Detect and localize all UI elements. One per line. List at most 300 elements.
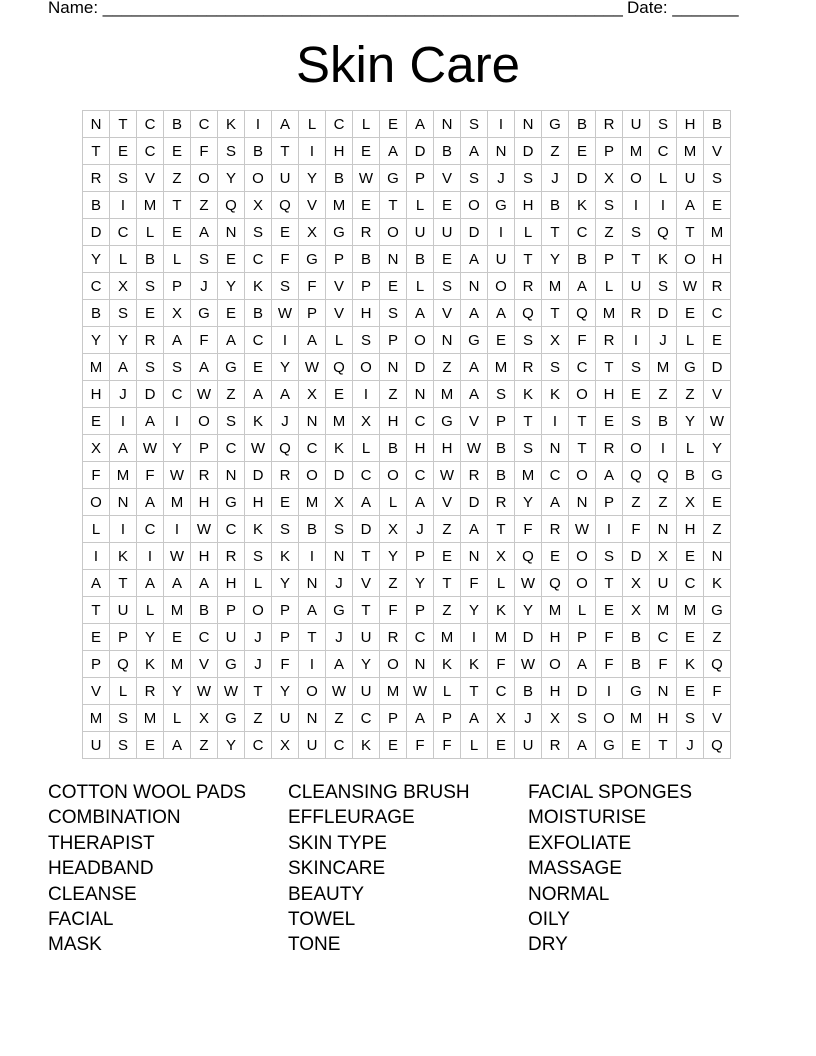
grid-cell: E — [164, 138, 191, 165]
grid-cell: E — [596, 597, 623, 624]
grid-cell: Y — [353, 651, 380, 678]
grid-cell: A — [164, 327, 191, 354]
word-bank-column-3 — [528, 780, 768, 958]
grid-cell: J — [110, 381, 137, 408]
grid-cell: Z — [434, 516, 461, 543]
grid-cell: X — [326, 489, 353, 516]
grid-cell: S — [110, 300, 137, 327]
grid-cell: S — [623, 219, 650, 246]
grid-cell: W — [515, 570, 542, 597]
grid-cell: I — [650, 192, 677, 219]
grid-cell: G — [677, 354, 704, 381]
grid-cell: E — [677, 624, 704, 651]
grid-cell: H — [596, 381, 623, 408]
grid-cell: S — [164, 354, 191, 381]
grid-cell: M — [326, 408, 353, 435]
grid-cell: B — [137, 246, 164, 273]
grid-cell: M — [380, 678, 407, 705]
grid-cell: A — [407, 300, 434, 327]
grid-cell: X — [299, 381, 326, 408]
grid-cell: S — [569, 705, 596, 732]
grid-cell: J — [245, 651, 272, 678]
grid-cell: K — [137, 651, 164, 678]
grid-cell: D — [650, 300, 677, 327]
grid-row — [83, 678, 731, 705]
grid-cell: A — [407, 111, 434, 138]
grid-cell: B — [380, 435, 407, 462]
grid-cell: J — [542, 165, 569, 192]
grid-cell: O — [569, 543, 596, 570]
grid-cell: U — [83, 732, 110, 759]
grid-cell: S — [353, 327, 380, 354]
grid-cell: W — [461, 435, 488, 462]
grid-cell: I — [488, 219, 515, 246]
grid-cell: C — [245, 327, 272, 354]
grid-cell: U — [272, 165, 299, 192]
grid-cell: U — [353, 624, 380, 651]
grid-cell: B — [623, 624, 650, 651]
grid-cell: D — [245, 462, 272, 489]
grid-cell: X — [83, 435, 110, 462]
grid-cell: L — [515, 219, 542, 246]
grid-cell: F — [137, 462, 164, 489]
word-bank-item: CLEANSING BRUSH — [288, 782, 470, 803]
grid-cell: R — [137, 678, 164, 705]
grid-cell: H — [245, 489, 272, 516]
grid-cell: M — [434, 624, 461, 651]
grid-cell: D — [569, 165, 596, 192]
grid-cell: S — [650, 111, 677, 138]
grid-cell: I — [353, 381, 380, 408]
grid-row — [83, 435, 731, 462]
grid-cell: B — [488, 435, 515, 462]
grid-cell: A — [461, 354, 488, 381]
word-bank-item: MASK — [48, 934, 102, 956]
grid-cell: S — [191, 246, 218, 273]
word-bank-item: DRY — [528, 934, 568, 956]
grid-cell: E — [704, 192, 731, 219]
grid-cell: H — [380, 408, 407, 435]
grid-cell: F — [461, 570, 488, 597]
grid-row — [83, 462, 731, 489]
grid-cell: A — [299, 597, 326, 624]
grid-cell: E — [164, 624, 191, 651]
grid-cell: P — [407, 165, 434, 192]
word-bank-item: COMBINATION — [48, 807, 181, 829]
grid-cell: W — [137, 435, 164, 462]
grid-cell: W — [434, 462, 461, 489]
grid-cell: O — [299, 678, 326, 705]
grid-cell: S — [515, 165, 542, 192]
grid-cell: H — [542, 678, 569, 705]
grid-cell: M — [677, 138, 704, 165]
grid-row — [83, 705, 731, 732]
grid-cell: W — [677, 273, 704, 300]
grid-cell: V — [326, 300, 353, 327]
grid-cell: A — [299, 327, 326, 354]
grid-cell: H — [434, 435, 461, 462]
grid-cell: C — [704, 300, 731, 327]
grid-row — [83, 165, 731, 192]
grid-cell: G — [542, 111, 569, 138]
grid-cell: Z — [245, 705, 272, 732]
grid-cell: W — [191, 516, 218, 543]
word-bank-item: FACIAL — [48, 909, 114, 931]
grid-cell: R — [137, 327, 164, 354]
grid-cell: A — [542, 489, 569, 516]
grid-cell: E — [434, 543, 461, 570]
grid-cell: C — [191, 111, 218, 138]
grid-row — [83, 543, 731, 570]
word-bank-item: FACIAL SPONGES — [528, 782, 693, 803]
grid-cell: T — [434, 570, 461, 597]
word-bank-item: SKINCARE — [288, 858, 386, 880]
grid-cell: L — [650, 165, 677, 192]
grid-cell: W — [272, 300, 299, 327]
grid-cell: Z — [380, 381, 407, 408]
grid-cell: M — [137, 705, 164, 732]
grid-cell: C — [326, 111, 353, 138]
grid-cell: P — [380, 327, 407, 354]
grid-cell: B — [245, 300, 272, 327]
word-bank-item: NORMAL — [528, 883, 610, 905]
grid-cell: C — [137, 138, 164, 165]
grid-cell: P — [434, 705, 461, 732]
grid-cell: B — [407, 246, 434, 273]
grid-cell: A — [164, 570, 191, 597]
word-bank-item: TONE — [288, 934, 341, 956]
grid-cell: B — [677, 462, 704, 489]
grid-cell: I — [623, 192, 650, 219]
grid-cell: A — [326, 651, 353, 678]
grid-cell: H — [353, 300, 380, 327]
grid-cell: B — [569, 246, 596, 273]
grid-cell: C — [569, 219, 596, 246]
grid-cell: O — [542, 651, 569, 678]
grid-cell: F — [650, 651, 677, 678]
grid-cell: H — [326, 138, 353, 165]
grid-row — [83, 300, 731, 327]
grid-cell: W — [704, 408, 731, 435]
grid-cell: N — [434, 327, 461, 354]
grid-cell: G — [218, 651, 245, 678]
grid-cell: A — [164, 732, 191, 759]
grid-cell: T — [542, 219, 569, 246]
grid-cell: T — [677, 219, 704, 246]
grid-cell: P — [164, 273, 191, 300]
grid-cell: Z — [434, 354, 461, 381]
grid-cell: R — [353, 219, 380, 246]
grid-cell: P — [488, 408, 515, 435]
grid-cell: R — [515, 354, 542, 381]
grid-row — [83, 732, 731, 759]
grid-cell: B — [83, 300, 110, 327]
grid-cell: X — [488, 705, 515, 732]
grid-cell: I — [488, 111, 515, 138]
grid-cell: E — [326, 381, 353, 408]
grid-cell: Q — [515, 543, 542, 570]
grid-cell: Q — [326, 354, 353, 381]
grid-cell: S — [488, 381, 515, 408]
grid-cell: D — [407, 138, 434, 165]
grid-cell: C — [353, 462, 380, 489]
grid-cell: A — [110, 354, 137, 381]
grid-cell: H — [677, 516, 704, 543]
grid-cell: P — [407, 543, 434, 570]
grid-cell: C — [83, 273, 110, 300]
grid-cell: Q — [218, 192, 245, 219]
grid-cell: L — [677, 327, 704, 354]
grid-cell: F — [596, 624, 623, 651]
grid-cell: Y — [218, 732, 245, 759]
grid-cell: K — [272, 543, 299, 570]
grid-cell: D — [137, 381, 164, 408]
grid-cell: X — [542, 705, 569, 732]
word-bank-item: BEAUTY — [288, 883, 365, 905]
grid-cell: C — [137, 111, 164, 138]
grid-cell: D — [704, 354, 731, 381]
grid-cell: U — [434, 219, 461, 246]
grid-cell: E — [677, 543, 704, 570]
grid-cell: E — [434, 246, 461, 273]
grid-cell: O — [596, 705, 623, 732]
grid-cell: N — [515, 111, 542, 138]
grid-cell: D — [407, 354, 434, 381]
grid-cell: A — [137, 408, 164, 435]
grid-cell: Y — [83, 327, 110, 354]
grid-cell: E — [272, 489, 299, 516]
grid-cell: S — [245, 219, 272, 246]
grid-cell: N — [380, 354, 407, 381]
grid-cell: W — [245, 435, 272, 462]
grid-cell: A — [461, 381, 488, 408]
grid-cell: A — [137, 489, 164, 516]
grid-cell: N — [110, 489, 137, 516]
grid-cell: I — [461, 624, 488, 651]
grid-cell: X — [110, 273, 137, 300]
grid-cell: N — [299, 570, 326, 597]
grid-cell: C — [137, 516, 164, 543]
grid-cell: E — [596, 408, 623, 435]
grid-cell: V — [326, 273, 353, 300]
grid-cell: I — [110, 192, 137, 219]
grid-cell: Q — [650, 219, 677, 246]
grid-cell: N — [218, 219, 245, 246]
grid-cell: N — [326, 543, 353, 570]
grid-cell: C — [326, 732, 353, 759]
grid-cell: C — [164, 381, 191, 408]
grid-cell: T — [110, 570, 137, 597]
grid-cell: O — [623, 165, 650, 192]
grid-cell: H — [83, 381, 110, 408]
grid-cell: A — [461, 246, 488, 273]
grid-cell: C — [488, 678, 515, 705]
grid-cell: Z — [380, 570, 407, 597]
grid-cell: N — [299, 408, 326, 435]
grid-cell: L — [461, 732, 488, 759]
grid-cell: S — [110, 165, 137, 192]
grid-cell: O — [677, 246, 704, 273]
grid-cell: D — [83, 219, 110, 246]
grid-cell: F — [515, 516, 542, 543]
grid-cell: E — [488, 732, 515, 759]
grid-cell: Y — [164, 678, 191, 705]
grid-cell: C — [407, 624, 434, 651]
grid-cell: D — [326, 462, 353, 489]
grid-cell: F — [191, 138, 218, 165]
grid-cell: K — [218, 111, 245, 138]
grid-cell: I — [245, 111, 272, 138]
grid-cell: Y — [704, 435, 731, 462]
grid-row — [83, 138, 731, 165]
grid-cell: S — [218, 138, 245, 165]
grid-cell: E — [380, 273, 407, 300]
word-search-grid — [82, 110, 731, 759]
grid-cell: C — [245, 246, 272, 273]
grid-cell: A — [110, 435, 137, 462]
grid-cell: W — [218, 678, 245, 705]
grid-cell: A — [245, 381, 272, 408]
grid-cell: Y — [515, 489, 542, 516]
word-bank-item: TOWEL — [288, 909, 356, 931]
grid-cell: I — [164, 516, 191, 543]
grid-cell: T — [650, 732, 677, 759]
grid-cell: N — [488, 138, 515, 165]
grid-cell: S — [623, 408, 650, 435]
grid-cell: E — [704, 327, 731, 354]
grid-cell: G — [596, 732, 623, 759]
grid-row — [83, 219, 731, 246]
word-bank-item: SKIN TYPE — [288, 832, 387, 854]
grid-cell: M — [515, 462, 542, 489]
grid-cell: L — [434, 678, 461, 705]
grid-cell: Y — [164, 435, 191, 462]
grid-cell: P — [596, 138, 623, 165]
grid-cell: B — [353, 246, 380, 273]
grid-cell: Q — [515, 300, 542, 327]
grid-cell: L — [596, 273, 623, 300]
grid-cell: B — [164, 111, 191, 138]
grid-cell: E — [83, 408, 110, 435]
grid-cell: A — [272, 111, 299, 138]
grid-cell: L — [569, 597, 596, 624]
grid-cell: M — [110, 462, 137, 489]
grid-cell: G — [218, 489, 245, 516]
grid-cell: M — [623, 138, 650, 165]
grid-cell: S — [596, 543, 623, 570]
grid-cell: O — [569, 570, 596, 597]
grid-cell: G — [704, 597, 731, 624]
grid-cell: P — [218, 597, 245, 624]
grid-cell: S — [218, 408, 245, 435]
grid-cell: L — [110, 246, 137, 273]
grid-cell: S — [704, 165, 731, 192]
grid-cell: D — [353, 516, 380, 543]
grid-cell: Z — [650, 489, 677, 516]
grid-cell: K — [650, 246, 677, 273]
grid-cell: O — [488, 273, 515, 300]
grid-cell: C — [677, 570, 704, 597]
grid-cell: S — [110, 705, 137, 732]
grid-cell: T — [245, 678, 272, 705]
grid-cell: X — [677, 489, 704, 516]
grid-row — [83, 651, 731, 678]
grid-cell: D — [461, 489, 488, 516]
grid-cell: X — [623, 570, 650, 597]
grid-cell: M — [164, 489, 191, 516]
grid-cell: M — [137, 192, 164, 219]
grid-cell: U — [272, 705, 299, 732]
grid-cell: F — [488, 651, 515, 678]
grid-cell: E — [623, 381, 650, 408]
grid-cell: L — [407, 192, 434, 219]
grid-cell: S — [272, 516, 299, 543]
grid-cell: F — [434, 732, 461, 759]
page-title: Skin Care — [296, 36, 520, 93]
grid-cell: U — [623, 111, 650, 138]
grid-cell: X — [272, 732, 299, 759]
grid-cell: I — [137, 543, 164, 570]
grid-cell: U — [677, 165, 704, 192]
grid-cell: F — [623, 516, 650, 543]
grid-cell: Q — [272, 192, 299, 219]
grid-cell: D — [623, 543, 650, 570]
grid-cell: H — [650, 705, 677, 732]
grid-cell: F — [272, 651, 299, 678]
grid-cell: O — [623, 435, 650, 462]
grid-cell: Z — [191, 732, 218, 759]
grid-cell: O — [245, 597, 272, 624]
grid-cell: A — [137, 570, 164, 597]
grid-cell: P — [407, 597, 434, 624]
grid-cell: Y — [110, 327, 137, 354]
grid-row — [83, 381, 731, 408]
grid-cell: K — [245, 516, 272, 543]
grid-cell: P — [596, 246, 623, 273]
grid-cell: U — [407, 219, 434, 246]
word-bank-column-1 — [48, 780, 288, 958]
grid-cell: P — [380, 705, 407, 732]
grid-cell: K — [461, 651, 488, 678]
grid-cell: H — [704, 246, 731, 273]
grid-cell: L — [380, 489, 407, 516]
grid-cell: Q — [569, 300, 596, 327]
grid-cell: O — [191, 165, 218, 192]
grid-cell: E — [245, 354, 272, 381]
grid-cell: V — [434, 300, 461, 327]
grid-cell: M — [164, 597, 191, 624]
grid-cell: A — [461, 300, 488, 327]
grid-cell: S — [515, 327, 542, 354]
grid-cell: T — [569, 435, 596, 462]
grid-cell: M — [434, 381, 461, 408]
grid-cell: S — [461, 165, 488, 192]
grid-cell: S — [110, 732, 137, 759]
grid-cell: N — [461, 273, 488, 300]
grid-cell: A — [461, 138, 488, 165]
grid-cell: X — [245, 192, 272, 219]
grid-cell: C — [542, 462, 569, 489]
grid-cell: M — [488, 624, 515, 651]
grid-cell: M — [83, 354, 110, 381]
grid-cell: M — [299, 489, 326, 516]
grid-row — [83, 624, 731, 651]
grid-cell: K — [245, 273, 272, 300]
grid-cell: F — [596, 651, 623, 678]
grid-cell: P — [569, 624, 596, 651]
grid-cell: G — [380, 165, 407, 192]
grid-cell: Z — [434, 597, 461, 624]
